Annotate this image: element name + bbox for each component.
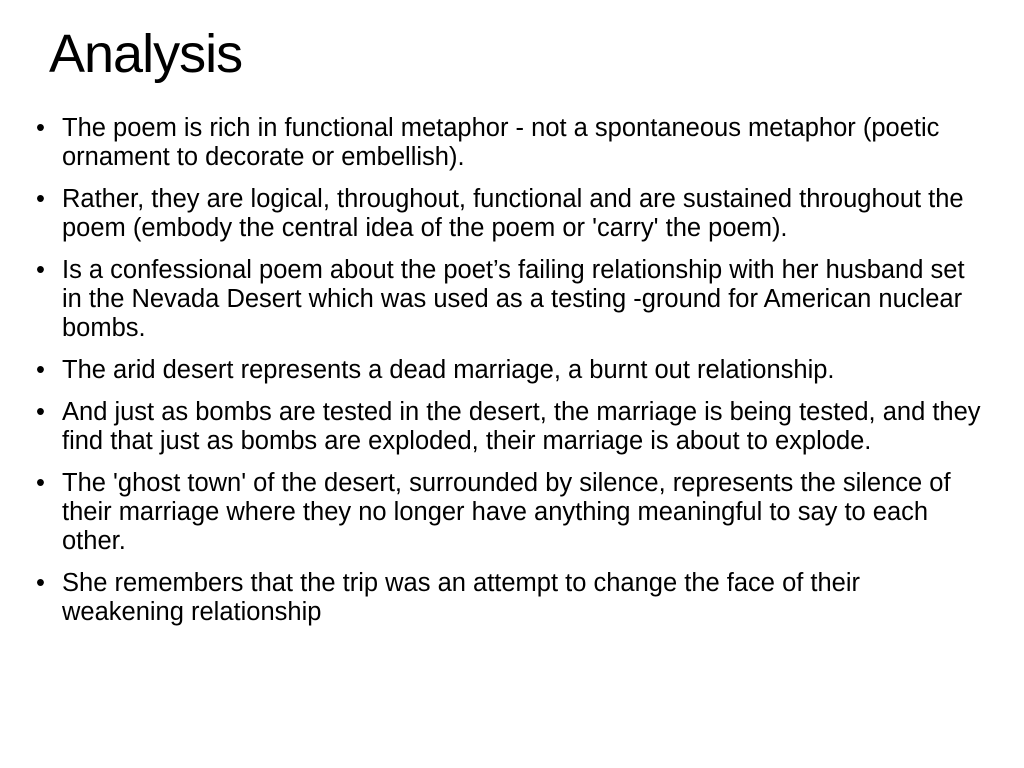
bullet-text: She remembers that the trip was an attempt to change the face of their weakening relationship — [62, 569, 861, 626]
bullet-text: Is a confessional poem about the poet’s failing relationship with her husband set in the Nevada Desert which was used as a testing -ground for American nuclear bombs. — [62, 256, 965, 342]
bullet-text: And just as bombs are tested in the desert, the marriage is being tested, and they find that just as bombs are exploded, their marriage is about to explode. — [62, 398, 981, 455]
bullet-item — [36, 114, 981, 172]
bullet-item — [36, 469, 981, 556]
bullet-text: The poem is rich in functional metaphor - not a spontaneous metaphor (poetic ornament to decorate or embellish). — [62, 114, 940, 171]
bullet-item — [36, 185, 981, 243]
bullet-icon: • — [36, 469, 45, 497]
bullet-item — [36, 356, 981, 385]
bullet-text: The 'ghost town' of the desert, surrounded by silence, represents the silence of their marriage where they no longer have anything meaningful to say to each other. — [62, 469, 951, 555]
bullet-item — [36, 398, 981, 456]
bullet-item — [36, 256, 981, 343]
slide-title: Analysis — [49, 24, 243, 84]
bullet-icon: • — [36, 256, 45, 284]
bullet-icon: • — [36, 569, 45, 597]
bullet-text: Rather, they are logical, throughout, functional and are sustained throughout the poem (embody the central idea of the poem or 'carry' the poem). — [62, 185, 964, 242]
bullet-text: The arid desert represents a dead marriage, a burnt out relationship. — [62, 356, 835, 384]
bullet-icon: • — [36, 185, 45, 213]
bullet-icon: • — [36, 398, 45, 426]
bullet-icon: • — [36, 114, 45, 142]
bullet-icon: • — [36, 356, 45, 384]
bullet-list — [36, 114, 981, 640]
bullet-item — [36, 569, 981, 627]
